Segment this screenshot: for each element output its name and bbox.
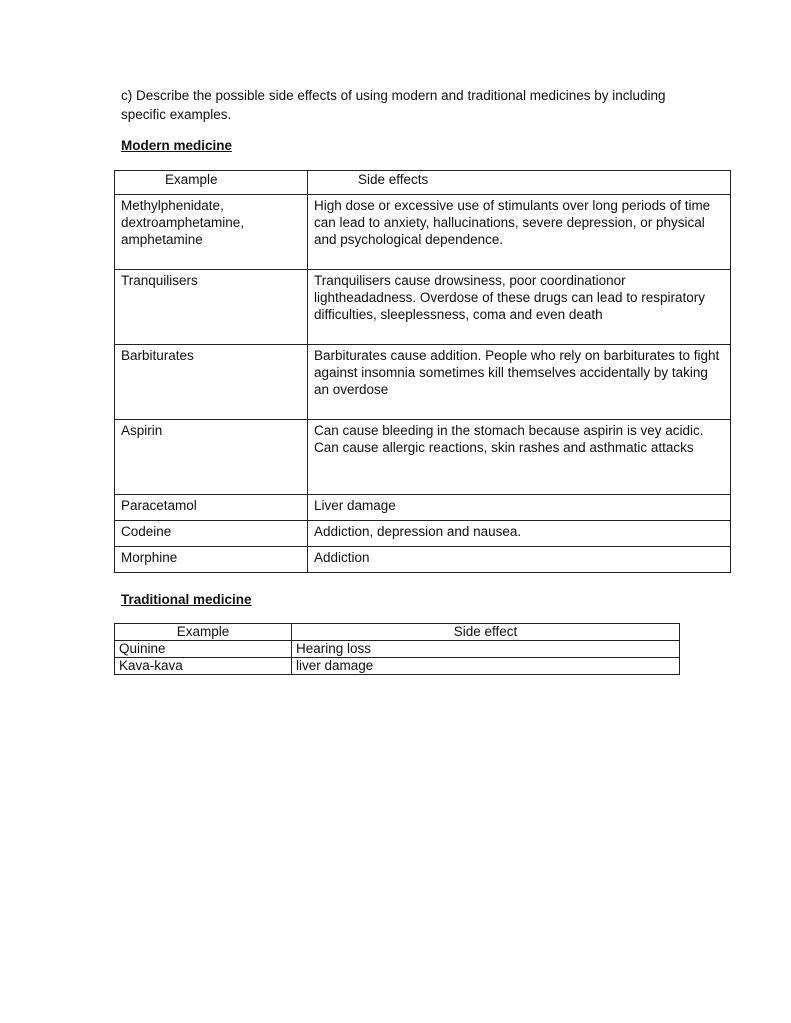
column-header-example: Example <box>115 171 308 195</box>
table-row <box>115 420 731 495</box>
example-cell: Codeine <box>115 521 308 547</box>
side-effects-cell: Addiction <box>308 547 731 573</box>
example-cell: Morphine <box>115 547 308 573</box>
table-row <box>115 195 731 270</box>
table-row <box>115 345 731 420</box>
example-cell: Paracetamol <box>115 495 308 521</box>
traditional-medicine-heading: Traditional medicine <box>121 592 252 607</box>
column-header-example: Example <box>115 624 292 641</box>
example-cell: Tranquilisers <box>115 270 308 345</box>
table-row <box>115 495 731 521</box>
modern-medicine-heading: Modern medicine <box>121 138 233 153</box>
side-effects-cell: Barbiturates cause addition. People who rely on barbiturates to fight against insomnia sometimes kill themselves accidentally by taking an overdose <box>308 345 731 420</box>
table-row <box>115 270 731 345</box>
example-cell: Barbiturates <box>115 345 308 420</box>
example-cell: Kava-kava <box>115 658 292 675</box>
side-effects-cell: Addiction, depression and nausea. <box>308 521 731 547</box>
column-header-side-effects: Side effects <box>308 171 731 195</box>
side-effects-cell: Liver damage <box>308 495 731 521</box>
table-row <box>115 658 680 675</box>
traditional-medicine-table <box>114 623 680 675</box>
table-header-row <box>115 624 680 641</box>
side-effects-cell: Tranquilisers cause drowsiness, poor coordinationor lightheadadness. Overdose of these drugs can lead to respiratory difficulties, sleeplessness, coma and even death <box>308 270 731 345</box>
modern-medicine-table <box>114 170 731 573</box>
table-row <box>115 547 731 573</box>
side-effect-cell: liver damage <box>292 658 680 675</box>
question-text: c) Describe the possible side effects of using modern and traditional medicines by including specific examples. <box>121 88 666 122</box>
side-effects-cell: Can cause bleeding in the stomach because aspirin is vey acidic. Can cause allergic reactions, skin rashes and asthmatic attacks <box>308 420 731 495</box>
table-row <box>115 521 731 547</box>
side-effect-cell: Hearing loss <box>292 641 680 658</box>
side-effects-cell: High dose or excessive use of stimulants over long periods of time can lead to anxiety, hallucinations, severe depression, or physical and psychological dependence. <box>308 195 731 270</box>
table-header-row <box>115 171 731 195</box>
example-cell: Methylphenidate, dextroamphetamine, amphetamine <box>115 195 308 270</box>
column-header-side-effect: Side effect <box>292 624 680 641</box>
example-cell: Aspirin <box>115 420 308 495</box>
example-cell: Quinine <box>115 641 292 658</box>
table-row <box>115 641 680 658</box>
